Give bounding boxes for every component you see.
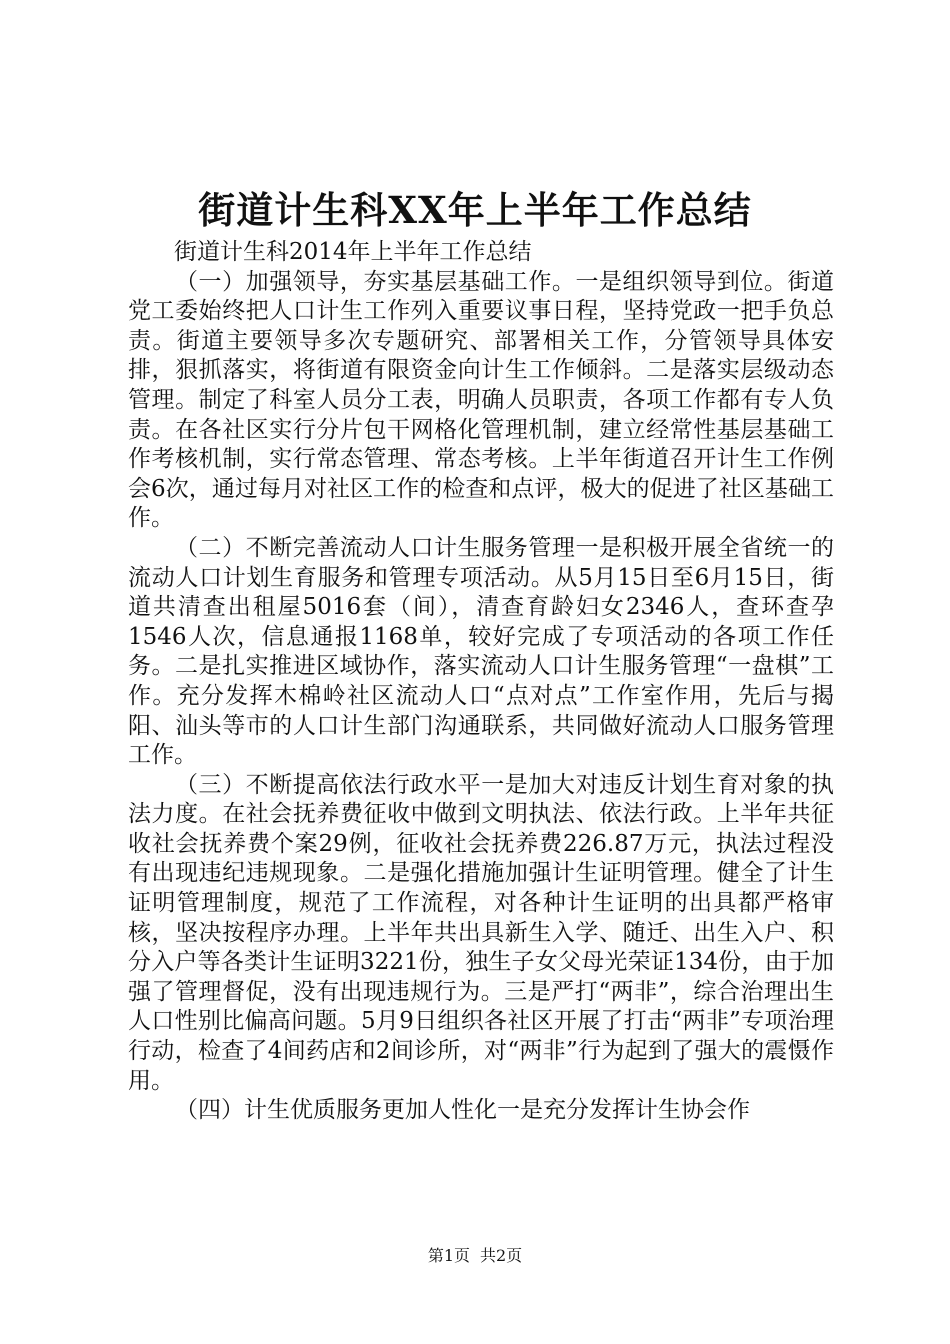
page-number: 第1页 (427, 1246, 470, 1265)
paragraph-1: （一）加强领导，夯实基层基础工作。一是组织领导到位。街道党工委始终把人口计生工作列入重要议事日程，坚持党政一把手负总责。街道主要领导多次专题研究、部署相关工作，分管领导具体安排，狠抓落实，将街道有限资金向计生工作倾斜。二是落实层级动态管理。制定了科室人员分工表，明确人员职责，各项工作都有专人负责。在各社区实行分片包干网格化管理机制，建立经常性基层基础工作考核机制，实行常态管理、常态考核。上半年街道召开计生工作例会6次，通过每月对社区工作的检查和点评，极大的促进了社区基础工作。 (128, 268, 834, 532)
paragraph-2: （二）不断完善流动人口计生服务管理一是积极开展全省统一的流动人口计划生育服务和管理专项活动。从5月15日至6月15日，街道共清查出租屋5016套（间），清查育龄妇女2346人，查环查孕1546人次，信息通报1168单，较好完成了专项活动的各项工作任务。二是扎实推进区域协作，落实流动人口计生服务管理“一盘棋”工作。充分发挥木棉岭社区流动人口“点对点”工作室作用，先后与揭阳、汕头等市的人口计生部门沟通联系，共同做好流动人口服务管理工作。 (128, 534, 834, 769)
paragraph-3: （三）不断提高依法行政水平一是加大对违反计划生育对象的执法力度。在社会抚养费征收中做到文明执法、依法行政。上半年共征收社会抚养费个案29例，征收社会抚养费226.87万元，执法过程没有出现违纪违规现象。二是强化措施加强计生证明管理。健全了计生证明管理制度，规范了工作流程，对各种计生证明的出具都严格审核，坚决按程序办理。上半年共出具新生入学、随迁、出生入户、积分入户等各类计生证明3221份，独生子女父母光荣证134份，由于加强了管理督促，没有出现违规行为。三是严打“两非”，综合治理出生人口性别比偏高问题。5月9日组织各社区开展了打击“两非”专项治理行动，检查了4间药店和2间诊所，对“两非”行为起到了强大的震慑作用。 (128, 771, 834, 1094)
paragraph-4: （四）计生优质服务更加人性化一是充分发挥计生协会作 (175, 1097, 750, 1124)
page-total: 共2页 (480, 1246, 523, 1265)
document-title: 街道计生科XX年上半年工作总结 (198, 188, 752, 232)
document-body (128, 238, 834, 1126)
document-subtitle: 街道计生科2014年上半年工作总结 (174, 239, 532, 265)
page-footer (0, 1245, 950, 1267)
